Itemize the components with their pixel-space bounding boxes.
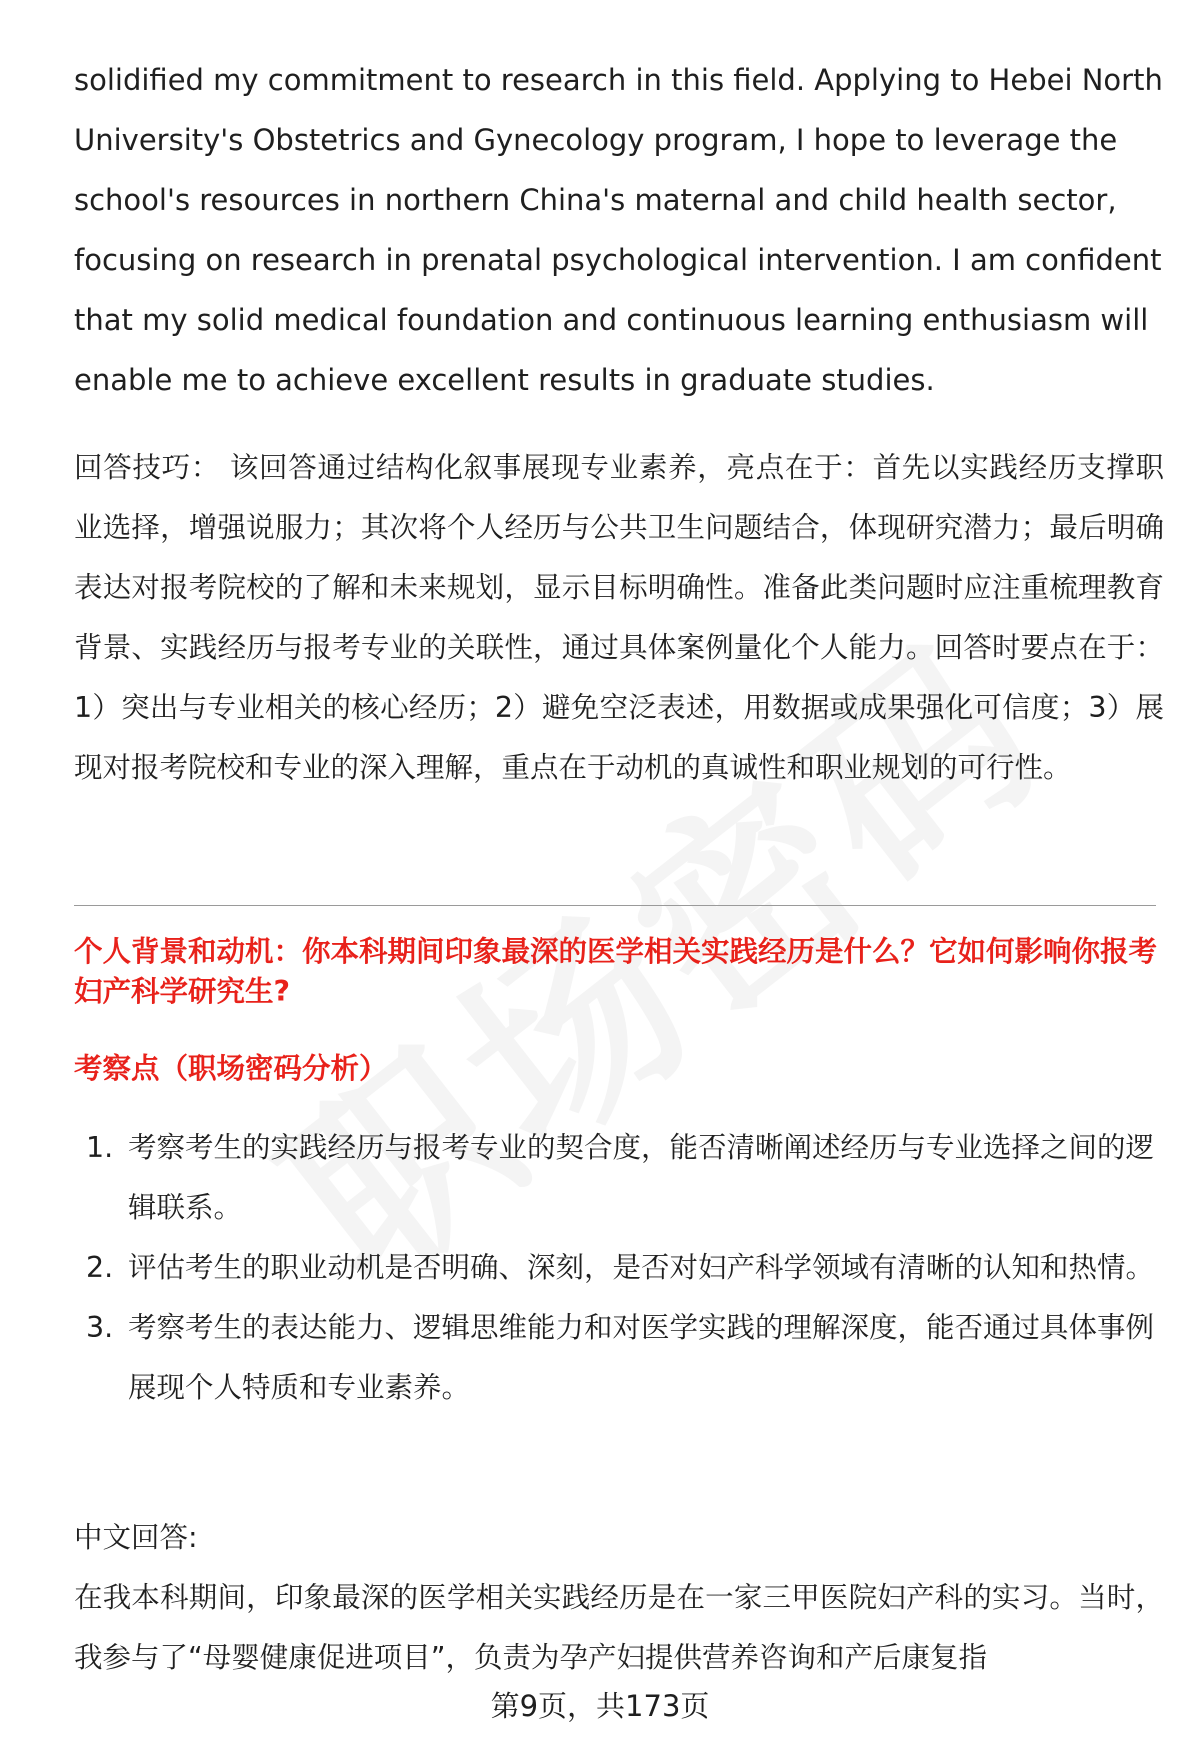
list-item (74, 1238, 1164, 1298)
section-divider (74, 905, 1156, 906)
list-item-number: 2. (86, 1251, 114, 1284)
list-item-text: 考察考生的实践经历与报考专业的契合度，能否清晰阐述经历与专业选择之间的逻辑联系。 (128, 1131, 1155, 1224)
list-item (74, 1298, 1164, 1418)
assessment-points-heading: 考察点（职场密码分析） (74, 1052, 388, 1085)
list-item-number: 3. (86, 1311, 114, 1344)
question-heading: 个人背景和动机：你本科期间印象最深的医学相关实践经历是什么？它如何影响你报考妇产科学研究生? (74, 935, 1158, 1008)
list-item-number: 1. (86, 1131, 114, 1164)
list-item-text: 考察考生的表达能力、逻辑思维能力和对医学实践的理解深度，能否通过具体事例展现个人特质和专业素养。 (128, 1311, 1155, 1404)
english-answer-paragraph: solidified my commitment to research in this field. Applying to Hebei North University's Obstetrics and Gynecology program, I hope to leverage the school's resources in northern China's maternal and child health sector, focusing on research in prenatal psychological intervention. I am confident that my solid medical foundation and continuous learning enthusiasm will enable me to achieve excellent results in graduate studies. (74, 63, 1163, 397)
list-item-text: 评估考生的职业动机是否明确、深刻，是否对妇产科学领域有清晰的认知和热情。 (128, 1251, 1155, 1284)
answer-tips-paragraph: 回答技巧： 该回答通过结构化叙事展现专业素养，亮点在于：首先以实践经历支撑职业选择，增强说服力；其次将个人经历与公共卫生问题结合，体现研究潜力；最后明确表达对报考院校的了解和未来规划，显示目标明确性。准备此类问题时应注重梳理教育背景、实践经历与报考专业的关联性，通过具体案例量化个人能力。回答时要点在于：1）突出与专业相关的核心经历；2）避免空泛表述，用数据或成果强化可信度；3）展现对报考院校和专业的深入理解，重点在于动机的真诚性和职业规划的可行性。 (74, 451, 1164, 784)
chinese-answer-label: 中文回答: (74, 1521, 198, 1554)
chinese-answer-paragraph: 在我本科期间，印象最深的医学相关实践经历是在一家三甲医院妇产科的实习。当时，我参与了“母婴健康促进项目”，负责为孕产妇提供营养咨询和产后康复指 (74, 1581, 1164, 1674)
assessment-points-list (74, 1118, 1164, 1418)
page-number-footer: 第9页，共173页 (0, 1686, 1200, 1726)
list-item (74, 1118, 1164, 1238)
